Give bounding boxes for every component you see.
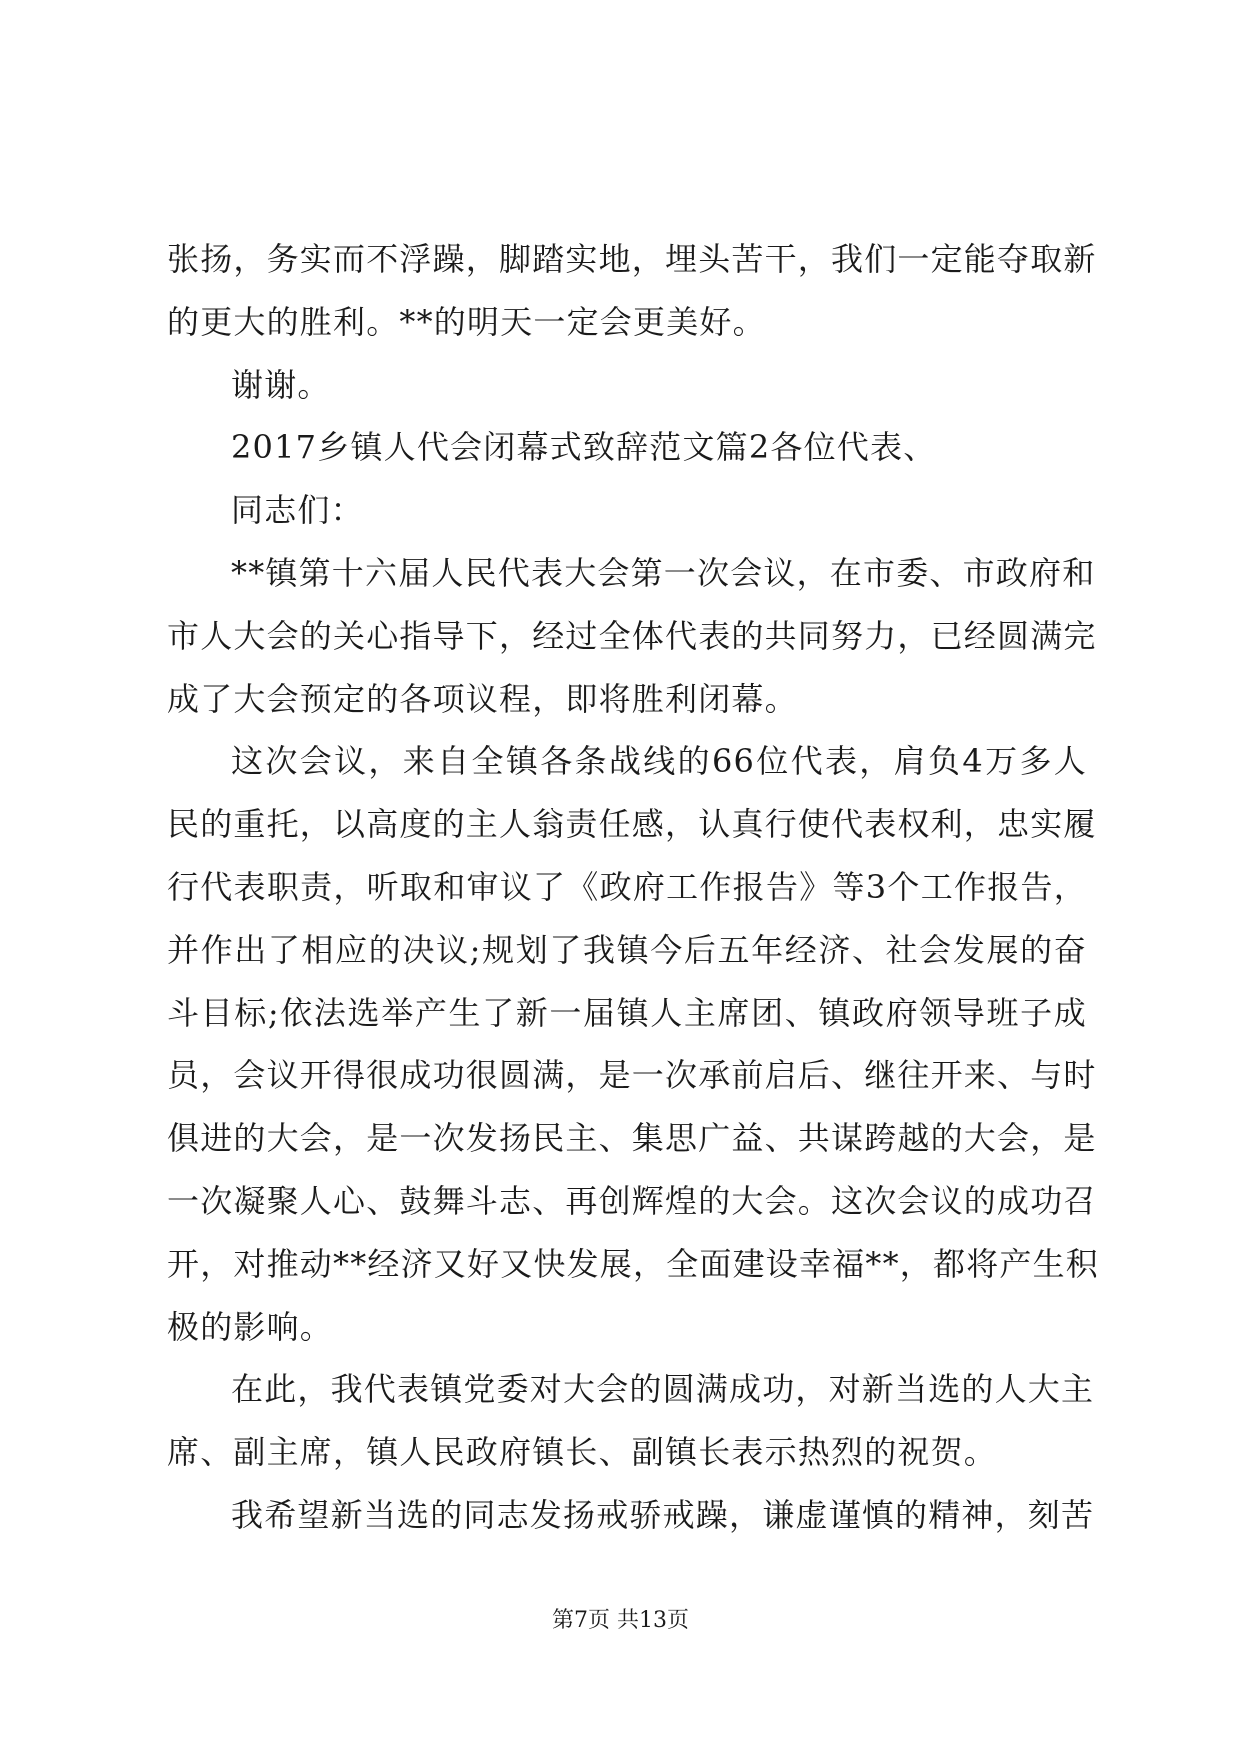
text-line: 这次会议，来自全镇各条战线的66位代表，肩负4万多人 [231,742,1087,781]
text-line: 在此，我代表镇党委对大会的圆满成功，对新当选的人大主 [231,1370,1095,1409]
text-line: 市人大会的关心指导下，经过全体代表的共同努力，已经圆满完 [167,616,1097,655]
text-line: 我希望新当选的同志发扬戒骄戒躁，谦虚谨慎的精神，刻苦 [231,1495,1095,1534]
text-line: 开，对推动**经济又好又快发展，全面建设幸福**，都将产生积 [167,1244,1100,1283]
text-line: **镇第十六届人民代表大会第一次会议，在市委、市政府和 [231,553,1096,592]
text-line: 斗目标;依法选举产生了新一届镇人主席团、镇政府领导班子成 [167,993,1087,1032]
text-line: 席、副主席，镇人民政府镇长、副镇长表示热烈的祝贺。 [167,1433,998,1472]
text-line: 的更大的胜利。**的明天一定会更美好。 [167,302,766,341]
text-line: 员，会议开得很成功很圆满，是一次承前启后、继往开来、与时 [167,1056,1097,1095]
text-line: 极的影响。 [167,1307,334,1346]
text-line: 张扬，务实而不浮躁，脚踏实地，埋头苦干，我们一定能夺取新 [167,240,1097,278]
text-line: 同志们： [231,491,364,530]
text-line: 2017乡镇人代会闭幕式致辞范文篇2各位代表、 [231,428,937,467]
page-number-footer: 第7页 共13页 [552,1608,689,1633]
text-line: 俱进的大会，是一次发扬民主、集思广益、共谋跨越的大会，是 [167,1119,1097,1158]
text-line: 民的重托，以高度的主人翁责任感，认真行使代表权利，忠实履 [167,805,1097,844]
body-text [167,228,1100,1547]
text-line: 并作出了相应的决议;规划了我镇今后五年经济、社会发展的奋 [167,930,1087,969]
text-line: 一次凝聚人心、鼓舞斗志、再创辉煌的大会。这次会议的成功召 [167,1181,1097,1220]
text-line: 成了大会预定的各项议程，即将胜利闭幕。 [167,679,798,718]
text-line: 谢谢。 [231,365,331,404]
text-line: 行代表职责，听取和审议了《政府工作报告》等3个工作报告， [167,867,1087,906]
